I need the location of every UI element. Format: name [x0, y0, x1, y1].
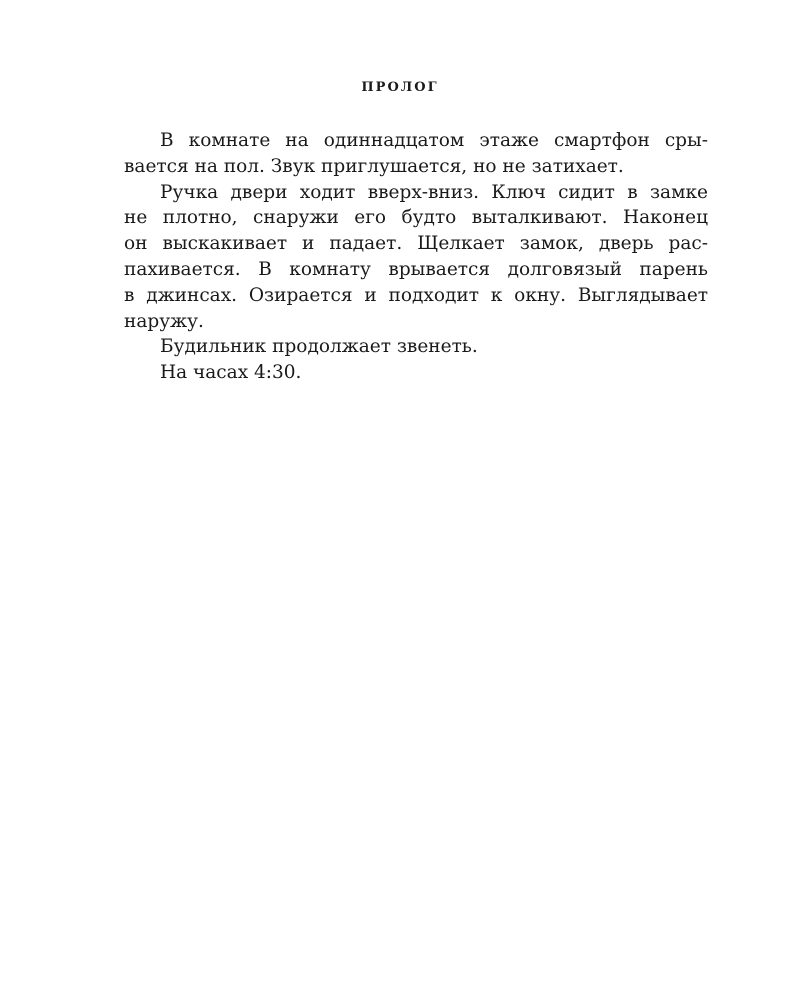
- text-line: он выскакивает и падает. Щелкает замок, дверь рас-: [124, 233, 708, 255]
- text-line: В комнате на одиннадцатом этаже смартфон сры-: [160, 130, 708, 151]
- text-line: в джинсах. Озирается и подходит к окну. Выглядывает: [124, 284, 708, 306]
- text-line: На часах 4:30.: [160, 362, 302, 384]
- body-text: [124, 128, 708, 386]
- chapter-title: ПРОЛОГ: [361, 80, 439, 95]
- text-line: наружу.: [124, 310, 204, 332]
- text-line: пахивается. В комнату врывается долговязый парень: [124, 258, 708, 280]
- text-line: Ручка двери ходит вверх-вниз. Ключ сидит в замке: [160, 181, 708, 203]
- text-line: Будильник продолжает звенеть.: [160, 336, 478, 358]
- text-line: не плотно, снаружи его будто выталкивают. Наконец: [124, 207, 708, 229]
- text-line: вается на пол. Звук приглушается, но не затихает.: [124, 155, 624, 177]
